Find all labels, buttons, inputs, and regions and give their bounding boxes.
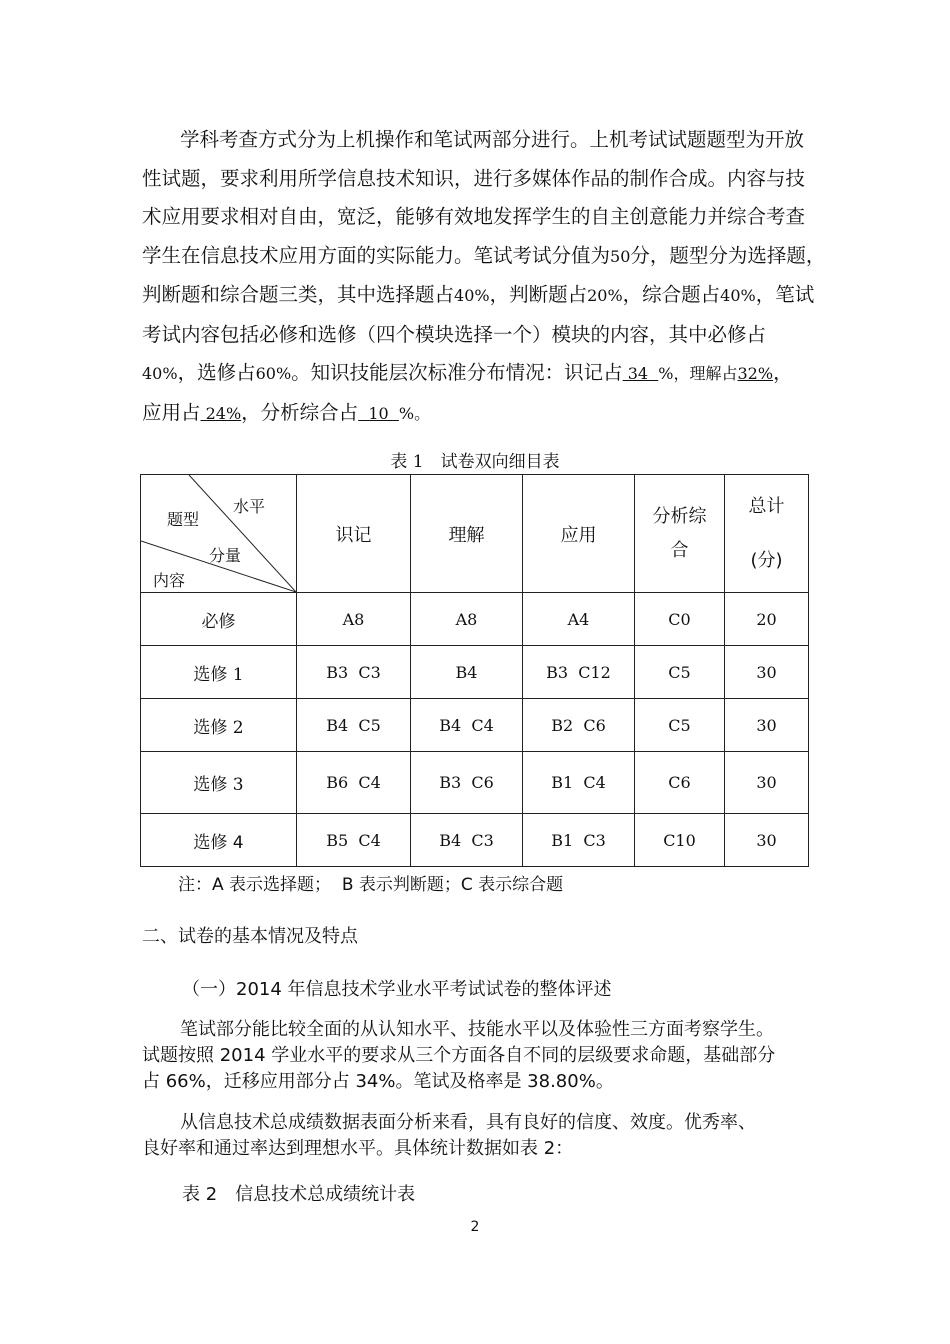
cell-total: 30 [725, 699, 809, 752]
cell-recall: B3 C3 [297, 646, 411, 699]
table1-caption: 表 1 试卷双向细目表 [390, 452, 560, 472]
exam-spec-table [140, 474, 809, 867]
fill-blank-recall: 34 [622, 364, 659, 383]
cell-total: 30 [725, 752, 809, 814]
cell-analysis: C5 [635, 699, 725, 752]
section-heading: 二、试卷的基本情况及特点 [142, 926, 358, 947]
col-header-apply: 应用 [523, 475, 635, 593]
paragraph-line: 笔试部分能比较全面的从认知水平、技能水平以及体验性三方面考察学生。 [180, 1019, 774, 1040]
cell-apply: B2 C6 [523, 699, 635, 752]
cell-apply: B1 C3 [523, 814, 635, 867]
corner-label-type: 题型 [167, 510, 200, 529]
cell-apply: B1 C4 [523, 752, 635, 814]
table-row [141, 814, 809, 867]
cell-understand: B4 C4 [411, 699, 523, 752]
corner-label-content: 内容 [153, 571, 186, 590]
row-label: 必修 [141, 593, 297, 646]
cell-total: 30 [725, 814, 809, 867]
cell-recall: B6 C4 [297, 752, 411, 814]
cell-total: 30 [725, 646, 809, 699]
page-number: 2 [470, 1219, 480, 1235]
paragraph-line: 良好率和通过率达到理想水平。具体统计数据如表 2： [142, 1138, 574, 1159]
intro-paragraph [142, 121, 826, 433]
row-label: 选修 2 [141, 699, 297, 752]
fill-blank-apply: 24% [200, 403, 242, 423]
paragraph-line: 从信息技术总成绩数据表面分析来看，具有良好的信度、效度。优秀率、 [180, 1112, 756, 1133]
cell-analysis: C5 [635, 646, 725, 699]
score-analysis-paragraph [142, 1110, 814, 1162]
col-header-recall: 识记 [297, 475, 411, 593]
paragraph-line: 学生在信息技术应用方面的实际能力。笔试考试分值为50分，题型分为选择题， [142, 243, 826, 267]
table1-note: 注：A 表示选择题； B 表示判断题；C 表示综合题 [178, 875, 564, 895]
col-header-total: 总计 (分) [725, 475, 809, 593]
table-row [141, 646, 809, 699]
corner-header-cell [141, 475, 297, 593]
subsection-heading: （一）2014 年信息技术学业水平考试试卷的整体评述 [182, 979, 612, 1000]
paragraph-line: 40%，选修占60%。知识技能层次标准分布情况：识记占 34 %，理解占32%， [142, 361, 793, 384]
corner-label-score: 分量 [209, 546, 242, 565]
paragraph-line: 术应用要求相对自由，宽泛，能够有效地发挥学生的自主创意能力并综合考查 [142, 205, 806, 228]
cell-recall: B4 C5 [297, 699, 411, 752]
corner-label-level: 水平 [233, 497, 266, 516]
cell-apply: B3 C12 [523, 646, 635, 699]
fill-blank-analysis: 10 [358, 403, 399, 423]
cell-understand: B4 [411, 646, 523, 699]
cell-understand: B3 C6 [411, 752, 523, 814]
paragraph-line: 判断题和综合题三类，其中选择题占40%，判断题占20%，综合题占40%，笔试 [142, 283, 815, 306]
paragraph-line: 考试内容包括必修和选修（四个模块选择一个）模块的内容，其中必修占 [142, 322, 767, 346]
cell-understand: B4 C3 [411, 814, 523, 867]
cell-apply: A4 [523, 593, 635, 646]
cell-understand: A8 [411, 593, 523, 646]
paragraph-line: 占 66%，迁移应用部分占 34%。笔试及格率是 38.80%。 [142, 1071, 614, 1092]
col-header-analysis: 分析综 合 [635, 475, 725, 593]
paragraph-line: 应用占 24%，分析综合占 10 %。 [142, 400, 431, 424]
cell-analysis: C10 [635, 814, 725, 867]
paragraph-line: 学科考查方式分为上机操作和笔试两部分进行。上机考试试题题型为开放 [180, 128, 805, 151]
fill-blank-understand: 32% [737, 364, 774, 383]
table2-caption: 表 2 信息技术总成绩统计表 [182, 1184, 416, 1205]
table-row [141, 699, 809, 752]
cell-analysis: C0 [635, 593, 725, 646]
cell-total: 20 [725, 593, 809, 646]
cell-recall: A8 [297, 593, 411, 646]
table-header-row [141, 475, 809, 593]
cell-analysis: C6 [635, 752, 725, 814]
row-label: 选修 4 [141, 814, 297, 867]
col-header-understand: 理解 [411, 475, 523, 593]
cell-recall: B5 C4 [297, 814, 411, 867]
row-label: 选修 3 [141, 752, 297, 814]
row-label: 选修 1 [141, 646, 297, 699]
diagonal-header [141, 475, 296, 592]
paragraph-line: 试题按照 2014 学业水平的要求从三个方面各自不同的层级要求命题，基础部分 [142, 1045, 776, 1066]
paragraph-line: 性试题，要求利用所学信息技术知识，进行多媒体作品的制作合成。内容与技 [142, 166, 806, 190]
table-row [141, 593, 809, 646]
written-exam-paragraph [142, 1017, 814, 1095]
table-row [141, 752, 809, 814]
